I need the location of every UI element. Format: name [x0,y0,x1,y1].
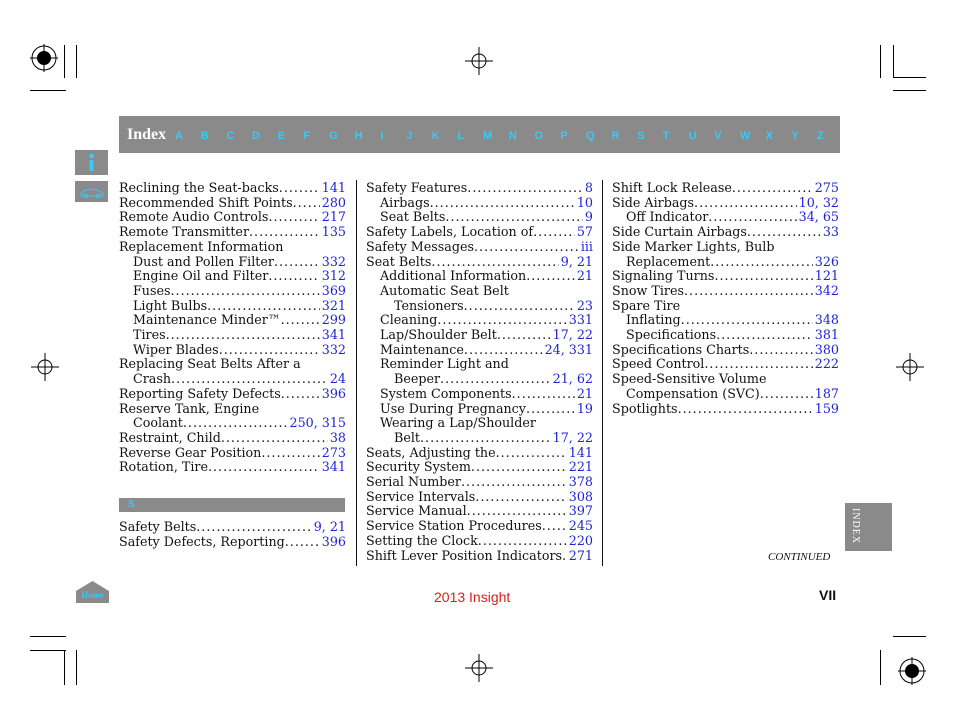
letter-link[interactable]: G [329,130,338,142]
index-entry-text: Fuses [133,282,171,298]
dot-leader [681,313,813,328]
dot-leader [684,284,813,299]
index-entry [119,255,346,270]
letter-link[interactable]: I [380,130,384,142]
index-entry-text: Spotlights [612,400,678,416]
dot-leader [274,255,320,270]
letter-link[interactable]: H [354,130,363,142]
dot-leader [281,313,320,328]
index-header-bar [119,116,840,153]
index-entry-text: Maintenance [380,341,464,357]
home-label: Home [81,590,104,600]
dot-leader [445,210,583,225]
home-icon [75,580,110,604]
page-link[interactable]: 23 [576,297,593,313]
index-entry-text: Reclining the Seat-backs [119,180,279,195]
index-entry-text: Use During Pregnancy [380,400,526,416]
letter-link[interactable]: L [457,130,465,142]
index-entry [366,313,593,328]
index-entry [366,534,593,549]
index-entry [119,313,346,328]
index-entry [366,328,593,343]
index-entry [366,460,593,475]
index-entry-text: Crash [133,371,172,387]
index-entry-text: Wiper Blades [133,341,219,357]
index-entry-text: Security System [366,459,471,475]
index-entry [612,284,839,299]
info-icon[interactable] [75,150,108,175]
index-entry [612,402,839,417]
index-entry [366,181,593,196]
page-link[interactable]: iii [580,238,593,254]
dot-leader [474,240,579,255]
index-entry [366,240,593,255]
letter-link[interactable]: E [277,130,286,142]
page-link[interactable]: 24 [329,371,346,387]
index-entry-text: System Components [380,385,512,401]
index-column-3 [612,181,839,416]
letter-link[interactable]: S [637,130,645,142]
index-heading: Wearing a Lap/Shoulder [380,415,536,431]
index-entry [119,269,346,284]
letter-link[interactable]: B [200,130,209,142]
index-entry-text: Safety Labels, Location of [366,224,534,240]
index-entry-text: Tires [133,327,166,343]
index-entry-text: Snow Tires [612,282,684,298]
index-entry [612,343,839,358]
page-link[interactable]: 21 [576,268,593,284]
crosshair-icon [465,47,493,75]
letter-link[interactable]: M [483,130,493,142]
letter-link[interactable]: V [714,130,722,142]
dot-leader [268,210,319,225]
page-link[interactable]: 396 [321,533,346,549]
index-entry-text: Recommended Shift Points [119,194,293,210]
page-link[interactable]: 271 [568,547,593,563]
page-link[interactable]: 10 [576,194,593,210]
dot-leader [208,460,320,475]
index-entry-text: Serial Number [366,474,461,490]
page-link[interactable]: 299 [321,312,346,328]
index-heading: Reminder Light and [380,356,509,372]
index-entry [366,490,593,505]
dot-leader [542,519,567,534]
dot-leader [171,284,320,299]
page-link[interactable]: 245 [568,518,593,534]
index-entry-text: Cleaning [380,312,438,328]
index-entry-text: Dust and Pollen Filter [133,253,274,269]
page-link[interactable]: 17, 22 [552,429,593,445]
letter-link[interactable]: C [226,130,235,142]
page-link[interactable]: 332 [321,253,346,269]
dot-leader [467,504,567,519]
dot-leader [430,196,575,211]
index-entry [119,446,346,461]
page-link[interactable]: 331 [568,312,593,328]
index-entry [612,196,839,211]
home-button[interactable] [75,580,110,604]
page-link[interactable]: 250, 315 [289,415,346,431]
index-entry [612,387,839,402]
page-link[interactable]: 57 [576,224,593,240]
dot-leader [440,372,551,387]
dot-leader [166,328,320,343]
dot-leader [219,343,320,358]
index-entry [119,284,346,299]
page-link[interactable]: 9, 21 [313,519,346,534]
page-link[interactable]: 9, 21 [560,253,593,269]
index-entry-text: Seat Belts [380,209,446,225]
page-link[interactable]: 10, 32 [798,194,839,210]
footer-model-name: 2013 Insight [434,589,511,605]
dot-leader [183,416,288,431]
index-entry [366,343,593,358]
dot-leader [196,520,311,535]
dot-leader [714,269,812,284]
index-entry-text: Reverse Gear Position [119,444,262,460]
index-entry-text: Remote Transmitter [119,224,250,240]
page-link[interactable]: 378 [568,474,593,490]
index-entry [119,372,346,387]
dot-leader [760,387,813,402]
index-entry-text: Safety Features [366,180,468,195]
index-entry-text: Remote Audio Controls [119,209,269,225]
index-entry [119,210,346,225]
page-link[interactable]: 21, 62 [552,371,593,387]
dot-leader [678,402,813,417]
letter-link[interactable]: T [662,130,670,142]
page-link[interactable]: 342 [814,282,839,298]
index-entry [366,196,593,211]
index-column-1 [119,181,346,475]
index-entry-text: Tensioners [394,297,464,313]
page-link[interactable]: 121 [814,268,839,284]
index-entry [366,372,593,387]
index-entry-text: Light Bulbs [133,297,208,313]
dot-leader [437,313,566,328]
index-entry-text: Signaling Turns [612,268,715,284]
registration-mark-icon [898,657,926,685]
index-entry [366,299,593,314]
page-link[interactable]: 280 [321,194,346,210]
page-link[interactable]: 326 [814,253,839,269]
dot-leader [420,431,551,446]
page-link[interactable]: 381 [814,327,839,343]
column-divider [356,180,357,566]
page-link[interactable]: 24, 331 [544,341,593,357]
page-link[interactable]: 273 [321,444,346,460]
index-entry-text: Rotation, Tire [119,459,208,475]
page-link[interactable]: 308 [568,488,593,504]
dot-leader [461,475,567,490]
index-entry [366,431,593,446]
index-entry-text: Inflating [626,312,681,328]
index-entry-text: Safety Belts [119,519,197,534]
index-entry-text: Specifications [626,327,717,343]
dot-leader [268,269,319,284]
index-entry-text: Shift Lever Position Indicators [366,547,563,563]
page-link[interactable]: 141 [568,444,593,460]
index-entry-text: Lap/Shoulder Belt [380,327,497,343]
index-side-tab-label: INDEX [850,508,861,545]
index-entry [366,446,593,461]
page-link[interactable]: 222 [814,356,839,372]
index-entry-text: Service Manual [366,503,467,519]
index-entry [119,535,346,550]
dot-leader [526,402,575,417]
index-column-1-s [119,520,346,549]
letter-link[interactable]: O [534,130,544,142]
dot-leader [526,269,575,284]
index-entry [119,299,346,314]
page-link[interactable]: 8 [584,180,593,195]
page-link[interactable]: 220 [568,532,593,548]
dot-leader [464,299,575,314]
dot-leader [431,255,558,270]
index-entry-text: Service Station Procedures [366,518,542,534]
index-entry-text: Setting the Clock [366,532,478,548]
letter-link[interactable]: P [560,130,568,142]
index-entry-text: Shift Lock Release [612,180,732,195]
index-column-2 [366,181,593,563]
column-divider [602,180,603,566]
section-s-label: S [128,499,135,510]
index-entry [366,255,593,270]
index-entry [119,460,346,475]
page-link[interactable]: 19 [576,400,593,416]
page-link[interactable]: 312 [321,268,346,284]
page-link[interactable]: 332 [321,341,346,357]
dot-leader [533,225,575,240]
index-entry [119,416,346,431]
index-entry [366,387,593,402]
dot-leader [478,534,567,549]
index-heading: Automatic Seat Belt [380,282,509,298]
dot-leader [171,372,328,387]
letter-nav [175,130,832,144]
page-link[interactable]: 21 [576,385,593,401]
page-link[interactable]: 135 [321,224,346,240]
dot-leader [293,196,320,211]
dot-leader [747,225,821,240]
index-heading: Replacing Seat Belts After a [119,356,301,372]
continued-label: CONTINUED [768,551,831,563]
index-heading: Reserve Tank, Engine [119,400,260,416]
index-entry [366,269,593,284]
index-heading: Speed-Sensitive Volume [612,371,767,387]
letter-link[interactable]: X [765,130,773,142]
letter-link[interactable]: U [688,130,697,142]
page-link[interactable]: 396 [321,385,346,401]
index-entry-text: Compensation (SVC) [626,385,760,401]
page-link[interactable]: 380 [814,341,839,357]
page-link[interactable]: 17, 22 [552,327,593,343]
index-entry-text: Airbags [380,194,430,210]
page-link[interactable]: 9 [584,209,593,225]
dot-leader [710,255,813,270]
index-entry-text: Side Airbags [612,194,695,210]
dot-leader [708,210,796,225]
page-link[interactable]: 341 [321,327,346,343]
index-entry [119,328,346,343]
index-entry [366,225,593,240]
index-entry [612,357,839,372]
index-entry [119,343,346,358]
dot-leader [716,328,813,343]
dot-leader [249,225,320,240]
index-entry [366,504,593,519]
index-entry-text: Additional Information [380,268,527,284]
dot-leader [512,387,575,402]
page-link[interactable]: 341 [321,459,346,475]
dot-leader [285,535,320,550]
index-entry [612,255,839,270]
index-entry [366,475,593,490]
index-entry [119,225,346,240]
letter-link[interactable]: Z [817,130,824,142]
index-entry [366,519,593,534]
dot-leader [749,343,813,358]
dot-leader [279,181,320,196]
registration-mark-icon [30,44,58,72]
crosshair-icon [896,353,924,381]
index-entry [119,196,346,211]
index-entry [119,431,346,446]
index-entry-text: Reporting Safety Defects [119,385,281,401]
page-link[interactable]: 187 [814,385,839,401]
index-entry [612,225,839,240]
dot-leader [467,181,583,196]
index-entry [119,520,346,535]
index-heading: Spare Tire [612,297,681,313]
index-entry-text: Service Intervals [366,488,476,504]
dot-leader [694,196,797,211]
dot-leader [475,490,566,505]
index-entry-text: Safety Messages [366,238,474,254]
page-link[interactable]: 369 [321,282,346,298]
letter-link[interactable]: R [611,130,620,142]
dot-leader [207,299,320,314]
index-entry [612,210,839,225]
index-entry-text: Restraint, Child [119,429,221,445]
index-entry-text: Belt [394,429,420,445]
index-entry [119,181,346,196]
letter-link[interactable]: K [431,130,440,142]
dot-leader [704,357,812,372]
page-number: VII [819,587,837,603]
page-link[interactable]: 275 [814,180,839,195]
index-heading: Side Marker Lights, Bulb [612,238,775,254]
letter-link[interactable]: J [406,130,413,142]
index-entry [366,402,593,417]
index-entry-text: Specifications Charts [612,341,750,357]
letter-link[interactable]: N [508,130,517,142]
index-entry [612,313,839,328]
index-entry-text: Side Curtain Airbags [612,224,747,240]
page-link[interactable]: 141 [321,180,346,195]
dot-leader [471,460,567,475]
letter-link[interactable]: A [175,130,183,142]
car-icon[interactable] [75,181,108,202]
index-entry [366,549,593,564]
page-link[interactable]: 321 [321,297,346,313]
index-entry-text: Speed Control [612,356,705,372]
page-link[interactable]: 397 [568,503,593,519]
index-entry-text: Safety Defects, Reporting [119,533,285,549]
page-link[interactable]: 217 [321,209,346,225]
index-entry-text: Maintenance Minder™ [133,312,281,328]
index-entry [119,387,346,402]
index-entry-text: Replacement [626,253,711,269]
page-link[interactable]: 348 [814,312,839,328]
letter-link[interactable]: D [252,130,260,142]
index-entry [366,210,593,225]
dot-leader [281,387,320,402]
page-link[interactable]: 38 [329,429,346,445]
letter-link[interactable]: W [739,130,751,142]
dot-leader [732,181,813,196]
index-entry-text: Engine Oil and Filter [133,268,269,284]
letter-link[interactable]: Y [791,130,799,142]
index-entry [612,328,839,343]
index-entry-text: Off Indicator [626,209,709,225]
index-heading: Replacement Information [119,238,284,254]
index-entry-text: Seats, Adjusting the [366,444,496,460]
dot-leader [496,446,567,461]
dot-leader [497,328,551,343]
index-entry [612,181,839,196]
crosshair-icon [465,654,493,682]
dot-leader [261,446,319,461]
index-entry [612,269,839,284]
letter-link[interactable]: F [303,130,311,142]
index-entry-text: Coolant [133,415,183,431]
letter-link[interactable]: Q [585,130,595,142]
page-link[interactable]: 33 [822,224,839,240]
dot-leader [464,343,543,358]
index-side-tab[interactable] [845,503,892,551]
dot-leader [221,431,328,446]
page-link[interactable]: 159 [814,400,839,416]
section-s-bar [119,498,345,512]
index-entry-text: Beeper [394,371,441,387]
page-link[interactable]: 34, 65 [798,209,839,225]
index-entry-text: Seat Belts [366,253,432,269]
page-link[interactable]: 221 [568,459,593,475]
index-title: Index [127,126,167,143]
crosshair-icon [31,353,59,381]
